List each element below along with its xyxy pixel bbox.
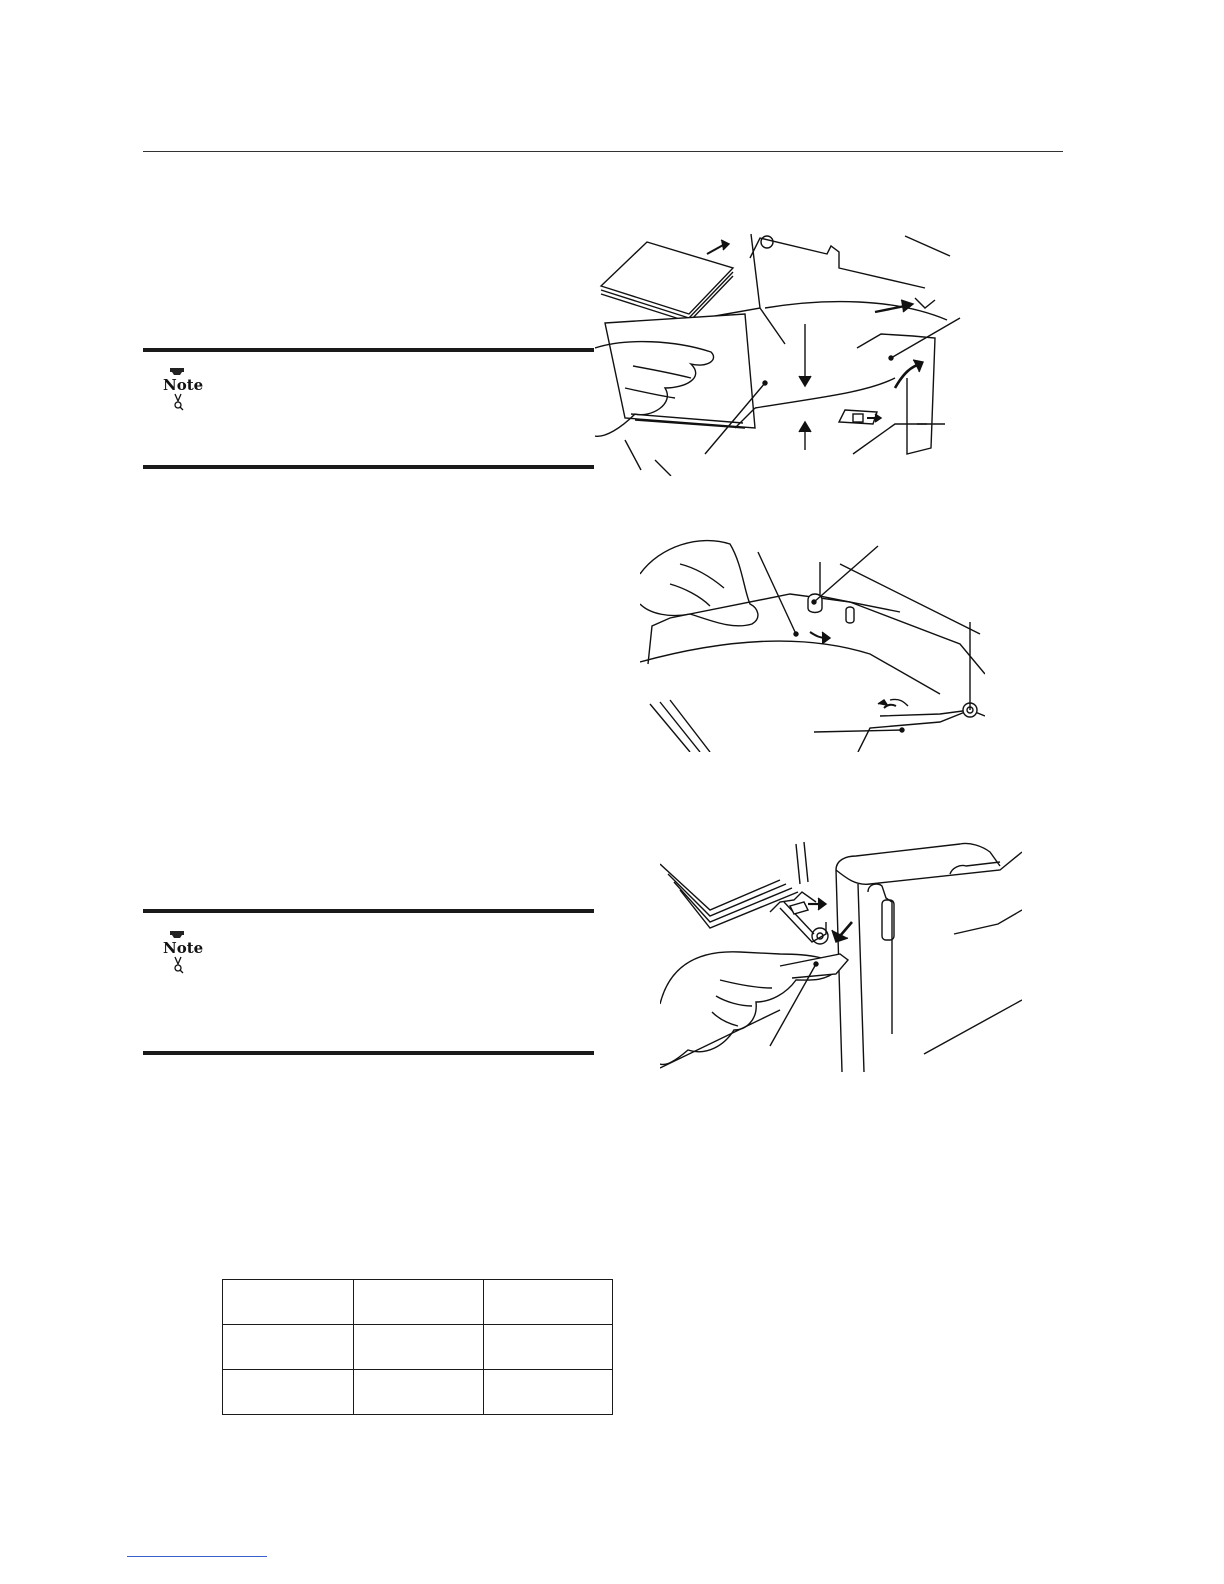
paper-guide-adjust-illustration [640, 534, 985, 752]
note-bottom-rule [143, 465, 594, 469]
table-cell [223, 1370, 354, 1415]
footer-link-underline[interactable] [127, 1556, 267, 1557]
release-lever-illustration [660, 834, 1022, 1072]
table-cell [354, 1325, 484, 1370]
table-cell [484, 1325, 613, 1370]
note-magnifier-icon [161, 929, 207, 977]
table-cell [223, 1280, 354, 1325]
table-row [223, 1280, 613, 1325]
paper-loading-illustration [595, 228, 975, 476]
table-cell [484, 1370, 613, 1415]
specification-table [222, 1279, 613, 1415]
note-label: Note [163, 376, 204, 394]
note-top-rule [143, 909, 594, 913]
header-rule [143, 151, 1063, 152]
table-cell [223, 1325, 354, 1370]
table-row [223, 1325, 613, 1370]
table-cell [354, 1370, 484, 1415]
note-bottom-rule [143, 1051, 594, 1055]
note-magnifier-icon [161, 366, 207, 414]
table-row [223, 1370, 613, 1415]
table-cell [484, 1280, 613, 1325]
table-cell [354, 1280, 484, 1325]
note-top-rule [143, 348, 594, 352]
note-label: Note [163, 939, 204, 957]
